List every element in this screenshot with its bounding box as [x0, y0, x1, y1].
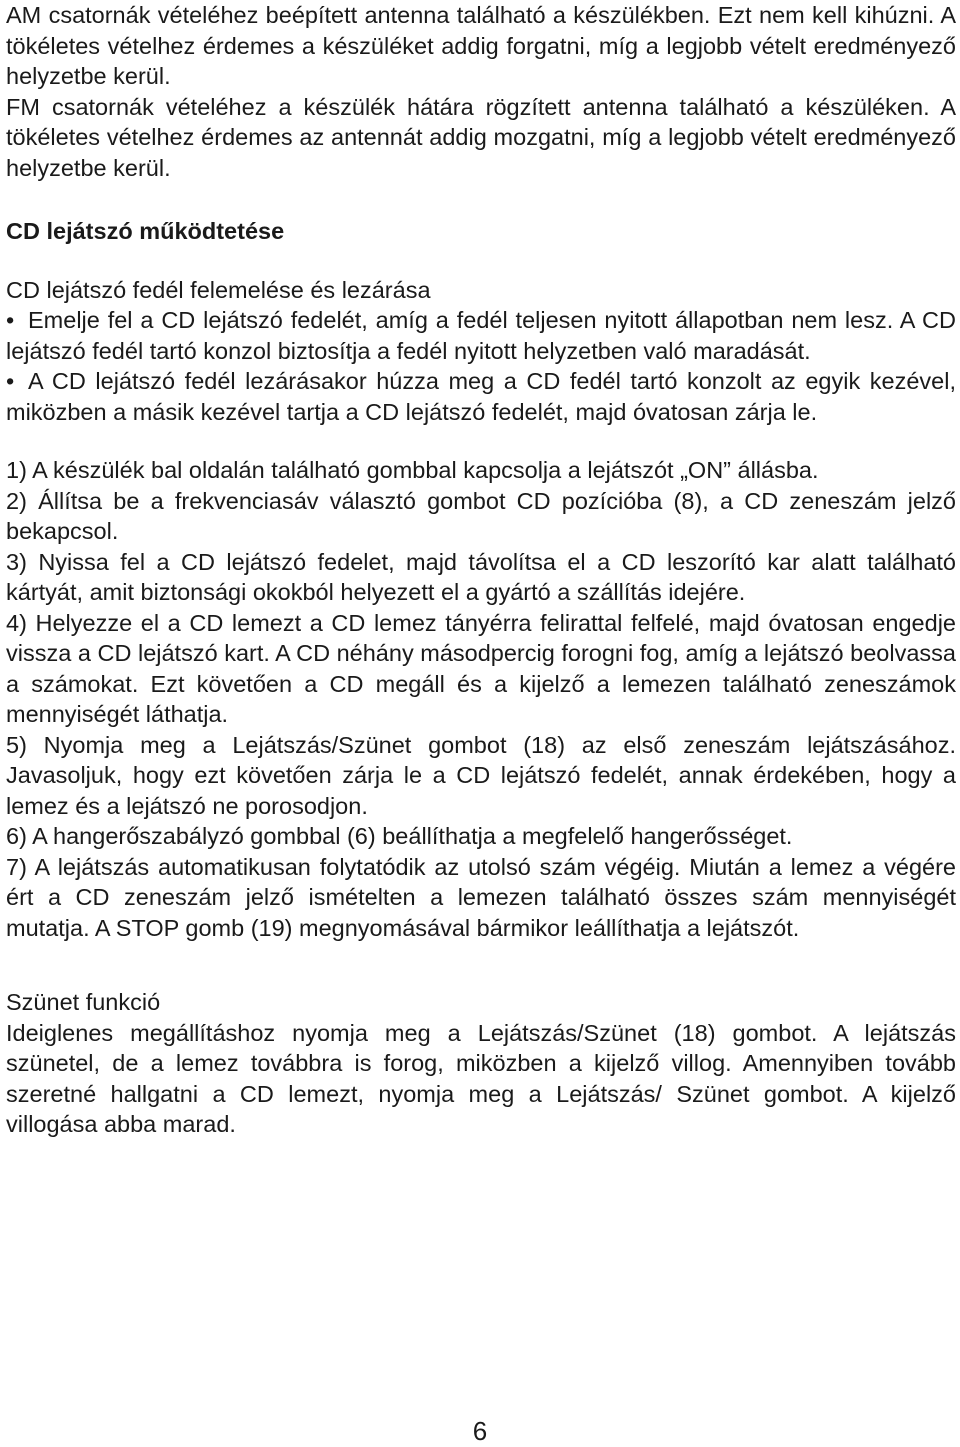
am-antenna-paragraph: AM csatornák vételéhez beépített antenna található a készülékben. Ezt nem kell kihúzni. A tökéletes vételhez érdemes a készüléket addig forgatni, míg a legjobb vételt eredményező helyzetbe kerül.	[6, 2, 956, 89]
pause-section-title: Szünet funkció	[6, 989, 161, 1015]
step-2: 2) Állítsa be a frekvenciasáv választó gombot CD pozícióba (8), a CD zeneszám jelző bekapcsol.	[6, 487, 956, 544]
step-4: 4) Helyezze el a CD lemezt a CD lemez tányérra felirattal felfelé, majd óvatosan engedje vissza a CD lejátszó kart. A CD néhány másodpercig forogni fog, amíg a lejátszó beolvassa a számokat. Ezt követően a CD megáll és a kijelző a lemezen található zeneszámok mennyiségét láthatja.	[6, 609, 956, 727]
spacer	[6, 427, 956, 455]
cd-section-heading: CD lejátszó működtetése	[6, 218, 285, 244]
pause-section-text: Ideiglenes megállításhoz nyomja meg a Lejátszás/Szünet (18) gombot. A lejátszás szünetel, de a lemez továbbra is forog, miközben a kijelző villog. Amennyiben tovább szeretné hallgatni a CD lemezt, nyomja meg a Lejátszás/ Szünet gombot. A kijelző villogása abba marad.	[6, 1019, 956, 1137]
step-7: 7) A lejátszás automatikusan folytatódik az utolsó szám végéig. Miután a lemez a végére ért a CD zeneszám jelző ismételten a lemezen található összes szám mennyiségét mutatja. A STOP gomb (19) megnyomásával bármikor leállíthatja a lejátszót.	[6, 853, 956, 941]
step-6: 6) A hangerőszabályzó gombbal (6) beállíthatja a megfelelő hangerősséget.	[6, 823, 793, 849]
bullet-item-open-lid	[6, 305, 956, 366]
bullet-icon: •	[6, 368, 15, 394]
fm-antenna-paragraph: FM csatornák vételéhez a készülék hátára rögzített antenna található a készüléken. A tökéletes vételhez érdemes az antennát addig mozgatni, míg a legjobb vételt eredményező helyzetbe kerül.	[6, 93, 956, 181]
bullet-text: A CD lejátszó fedél lezárásakor húzza meg a CD fedél tartó konzolt az egyik kezével, miközben a másik kezével tartja a CD lejátszó fedelét, majd óvatosan zárja le.	[6, 368, 956, 425]
bullet-icon: •	[6, 307, 15, 333]
step-5: 5) Nyomja meg a Lejátszás/Szünet gombot (18) az első zeneszám lejátszásához. Javasoljuk, hogy ezt követően zárja le a CD lejátszó fedelét, annak érdekében, hogy a lemez és a lejátszó ne porosodjon.	[6, 731, 956, 819]
step-3: 3) Nyissa fel a CD lejátszó fedelet, majd távolítsa el a CD leszorító kar alatt található kártyát, amit biztonsági okokból helyezett el a gyártó a szállítás idejére.	[6, 548, 956, 605]
bullet-text: Emelje fel a CD lejátszó fedelét, amíg a fedél teljesen nyitott állapotban nem lesz. A CD lejátszó fedél tartó konzol biztosítja a fedél nyitott helyzetben való maradását.	[6, 307, 956, 364]
spacer	[6, 943, 956, 987]
manual-page	[6, 0, 956, 1140]
step-1: 1) A készülék bal oldalán található gombbal kapcsolja a lejátszót „ON” állásba.	[6, 457, 819, 483]
page-number: 6	[472, 1416, 488, 1446]
bullet-item-close-lid	[6, 366, 956, 427]
lid-subheading: CD lejátszó fedél felemelése és lezárása	[6, 276, 431, 303]
